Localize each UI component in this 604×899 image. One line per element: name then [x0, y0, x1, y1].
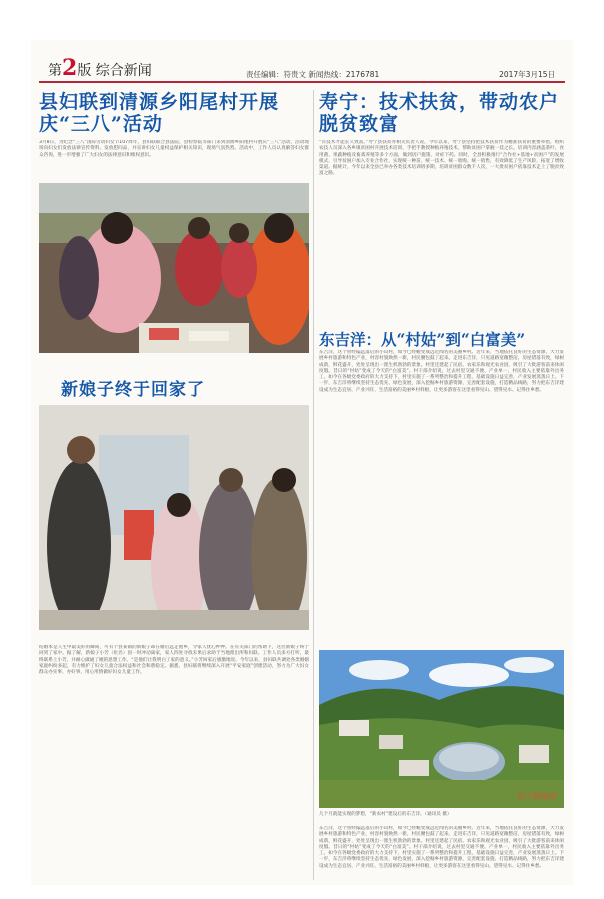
section-name: 综合新闻 [95, 63, 152, 79]
page-prefix: 第 [48, 63, 62, 79]
photo-women-event [39, 183, 309, 353]
header-rule [39, 81, 565, 83]
watermark-logo: 寿宁新闻网 [516, 792, 556, 801]
article-body-shouning: “有技术才能长久致富。”寿宁县扶贫办相关负责人说。今年以来，寿宁县坚持把技术扶贫作为精准扶贫的重要举措，组织农技人员深入各乡镇贫困村开展技术培训，手把手教授种植养殖技术，帮助贫困户掌握一技之长。培训内容涵盖茶叶、食用菌、果蔬种植及畜禽养殖等多个方面，做到因户施策、对症下药。同时，全县积极推行“合作社+基地+贫困户”的发展模式，引导贫困户加入专业合作社，实现统一种苗、统一技术、统一收购、统一销售，有效降低了生产风险，拓宽了增收渠道。据统计，今年以来全县已举办各类技术培训班多期，培训贫困群众数千人次，一大批贫困户依靠技术走上了脱贫致富之路。 [319, 140, 564, 177]
page-header [31, 40, 573, 80]
headline-dongjiyang: 东吉洋：从“村姑”到“白富美” [319, 330, 526, 349]
article-body-bride: 结婚本是人生中最美好的瞬间，可有个县某镇的新娘子却在婚后远走他乡，令家人忧心忡忡。在有关部门的帮助下，这位新娘子终于回到了家中。据了解，新娘子小芳（化名）因一时冲动离家，家人四处寻找未果后求助于当地派出所和妇联。工作人员多方打听，最终联系上小芳，并耐心做通了她的思想工作。“是他们让我明白了家的意义。”小芳回家后感激地说。今年以来，县妇联共调处各类婚姻家庭纠纷多起，有力维护了妇女儿童合法权益和社会和谐稳定。据悉，县妇联将继续深入开展“平安家庭”创建活动，努力为广大妇女群众办实事、办好事，用心用情做好妇女儿童工作。 [39, 645, 309, 676]
editor-info: 责任编辑：符贵文 新闻热线：2176781 [246, 70, 380, 79]
article-body-dongjiyang: 东吉洋，这个曾经偏远落后的小山村，如今已经蜕变成远近闻名的美丽乡村。近年来，当地依托良好的生态资源，大力发展乡村旅游和特色产业，村容村貌焕然一新，村民腰包鼓了起来。走进东吉洋，只见道路宽敞整洁，房屋错落有致，绿树成荫，鲜花盛开，处处呈现出一派生机勃勃的景象。村里还建起了民宿、农家乐和观光农业园，吸引了大批游客前来休闲度假。昔日的“村姑”变成了今天的“白富美”。村干部介绍说，过去村里交通不便、产业单一，村民收入主要依靠外出务工，如今在各级党委政府的大力支持下，村里实施了一系列整治和提升工程，基础设施日益完善，产业发展蒸蒸日上。下一步，东吉洋将继续坚持生态优先、绿色发展，深入挖掘乡村旅游资源，完善配套设施，打造精品线路，努力把东吉洋建设成为生态宜居、产业兴旺、生活富裕的美丽乡村样板，让更多游客在这里看得见山、望得见水、记得住乡愁。 [319, 350, 564, 393]
page-suffix: 版 [77, 63, 92, 79]
article-body-fulian: 3月8日，为纪念“三八”国际劳动妇女节107周年，县妇联联合县法院、县检察院等部门来到清源乡阳尾村开展庆“三八”活动，活动现场向妇女们发放法律宣传资料、发放慰问品，并宣讲妇女儿童权益保护相关知识，现场气氛热烈。活动中，工作人员认真解答妇女群众咨询，进一步增强了广大妇女的法律意识和维权意识。 [39, 140, 309, 158]
page-number: 2 [62, 55, 78, 81]
article-body-dongjiyang-cont: 东吉洋，这个曾经偏远落后的小山村，如今已经蜕变成远近闻名的美丽乡村。近年来，当地依托良好的生态资源，大力发展乡村旅游和特色产业，村容村貌焕然一新，村民腰包鼓了起来。走进东吉洋，只见道路宽敞整洁，房屋错落有致，绿树成荫，鲜花盛开，处处呈现出一派生机勃勃的景象。村里还建起了民宿、农家乐和观光农业园，吸引了大批游客前来休闲度假。昔日的“村姑”变成了今天的“白富美”。村干部介绍说，过去村里交通不便、产业单一，村民收入主要依靠外出务工，如今在各级党委政府的大力支持下，村里实施了一系列整治和提升工程，基础设施日益完善，产业发展蒸蒸日上。下一步，东吉洋将继续坚持生态优先、绿色发展，深入挖掘乡村旅游资源，完善配套设施，打造精品线路，努力把东吉洋建设成为生态宜居、产业兴旺、生活富裕的美丽乡村样板，让更多游客在这里看得见山、望得见水、记得住乡愁。 [319, 826, 564, 869]
headline-fulian: 县妇联到清源乡阳尾村开展庆“三八”活动 [39, 91, 280, 135]
headline-bride: 新娘子终于回家了 [61, 380, 205, 400]
photo-caption: 几个月就能实现的梦想，“新农村”建设后的东吉洋。（通讯员 摄） [319, 812, 452, 817]
newspaper-page [31, 40, 573, 885]
headline-shouning: 寿宁：技术扶贫，带动农户脱贫致富 [319, 91, 560, 135]
issue-date: 2017年3月15日 [499, 70, 555, 79]
photo-bride-family [39, 405, 309, 630]
page-number-label [48, 55, 152, 81]
column-divider [313, 90, 314, 880]
photo-village-landscape [319, 650, 564, 808]
